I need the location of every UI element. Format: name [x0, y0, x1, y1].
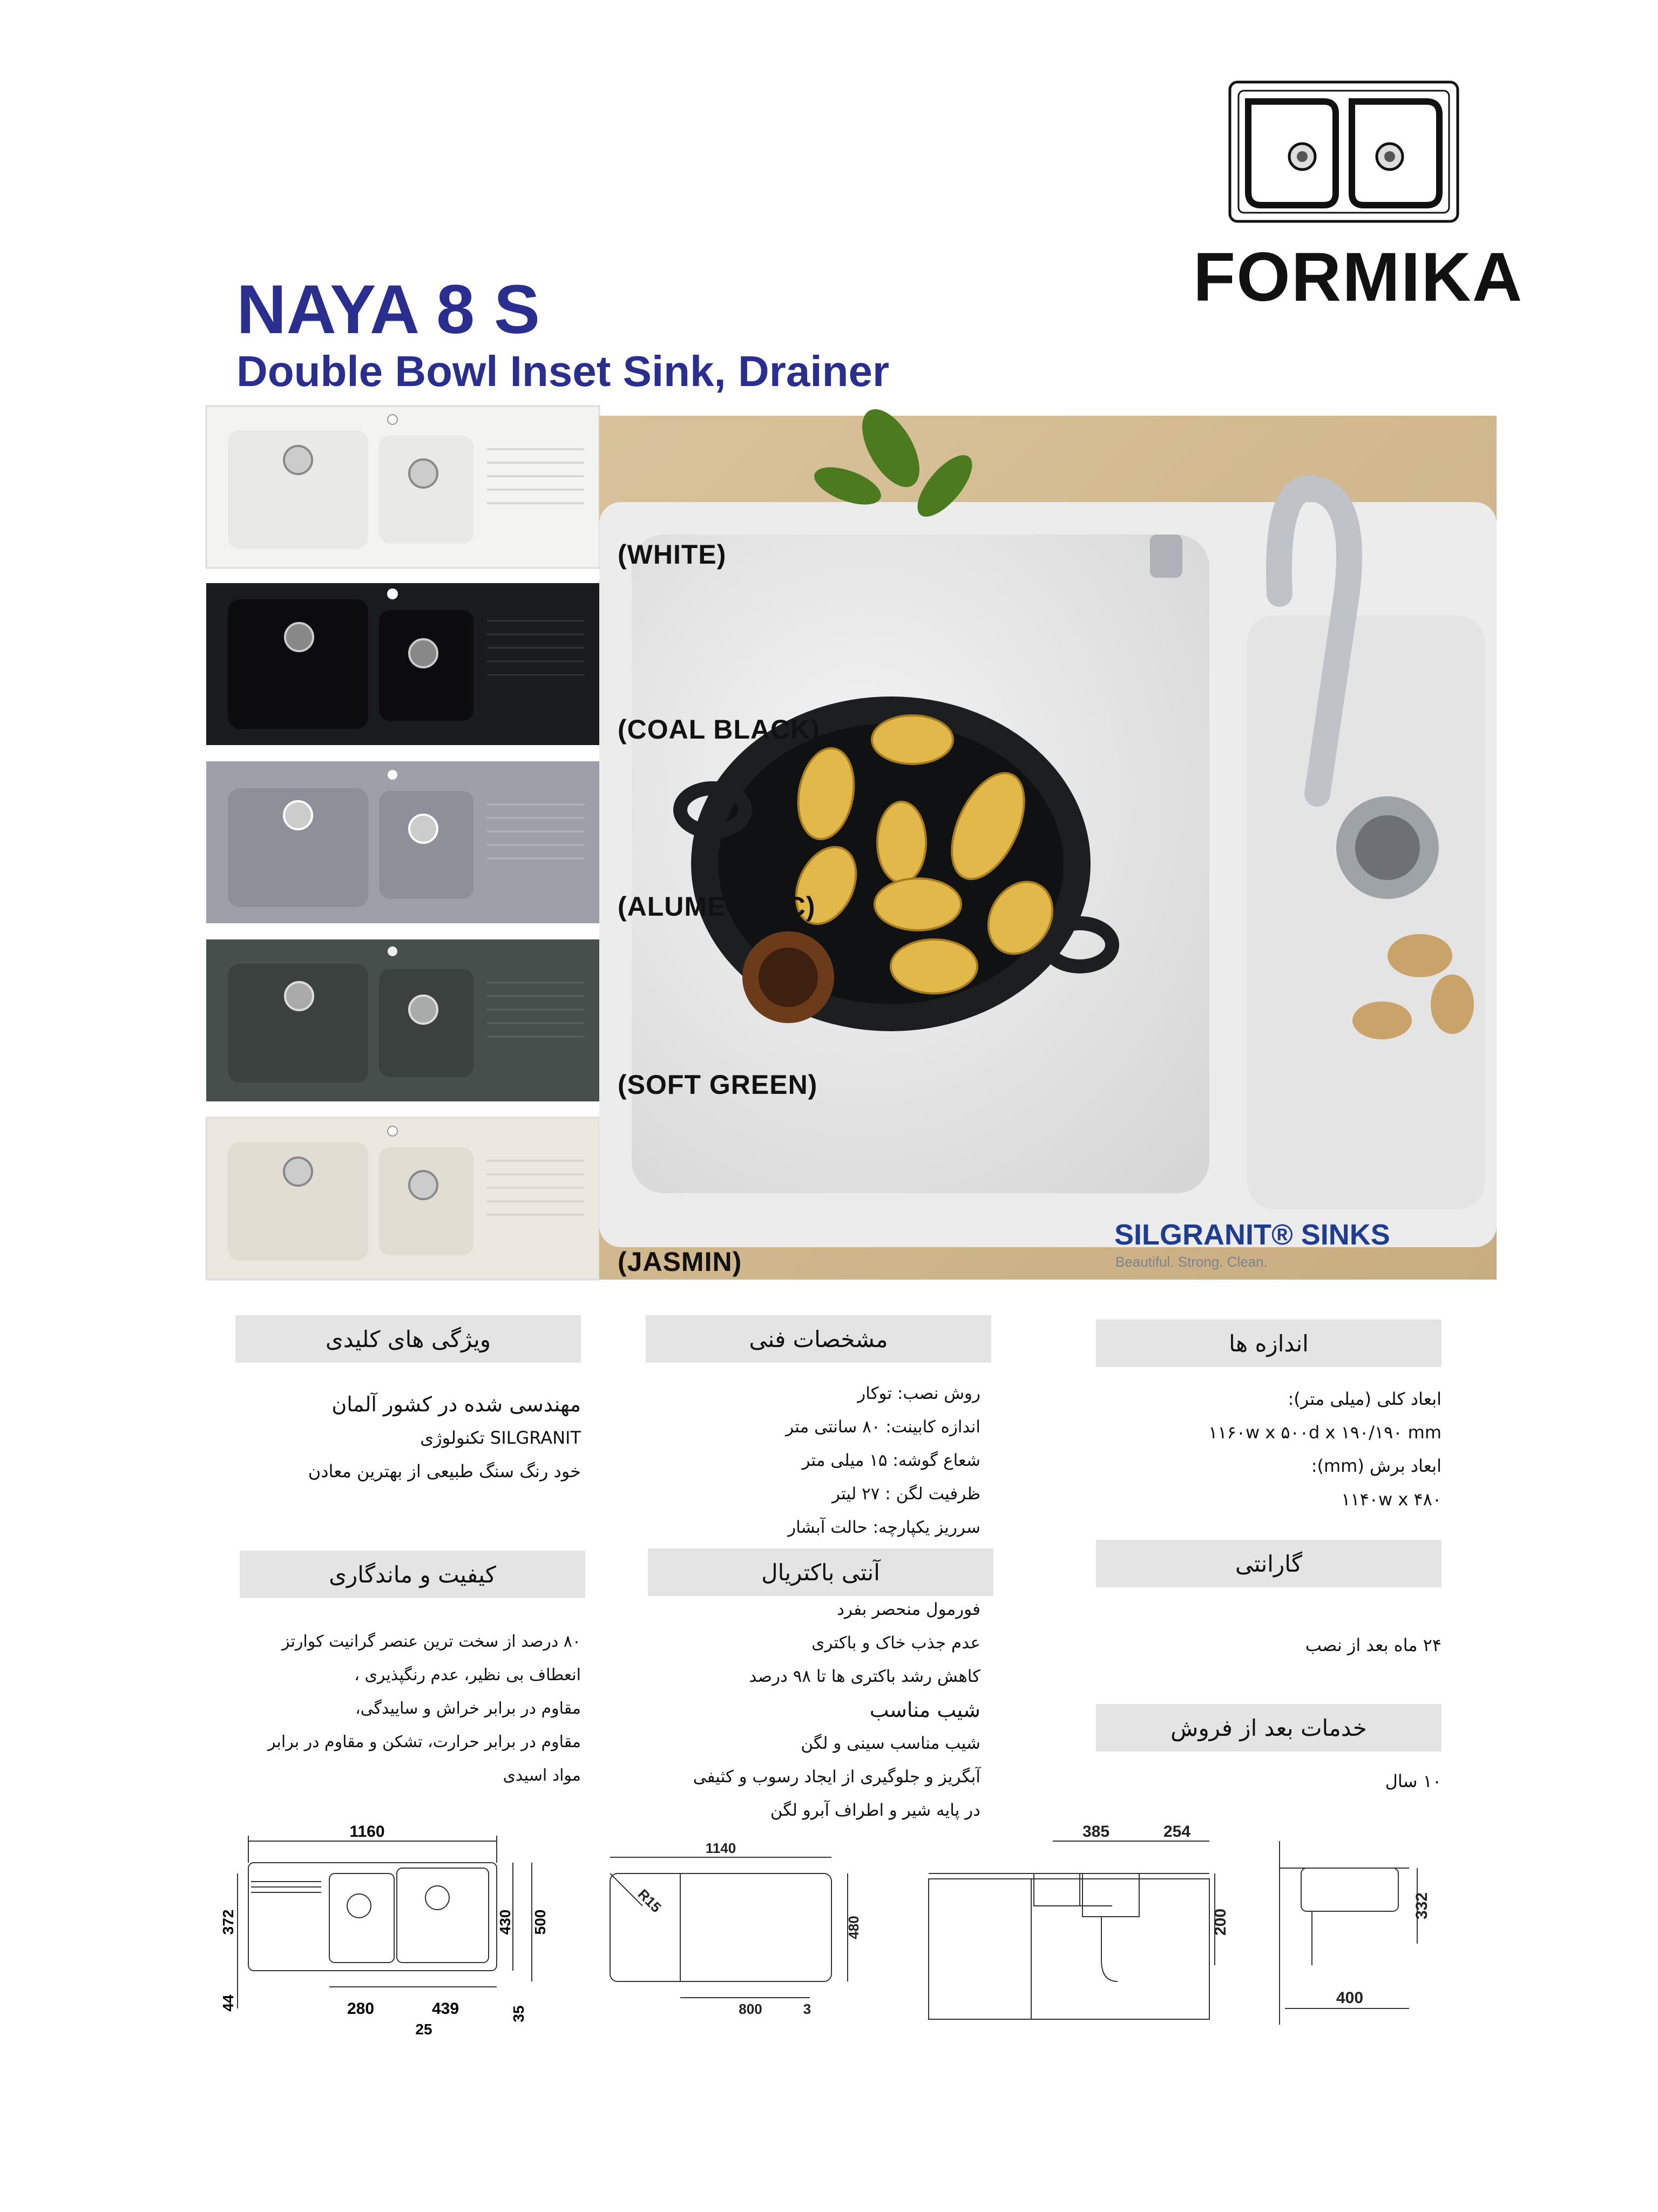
swatch-alumetalic	[206, 761, 599, 923]
dim-label: 25	[415, 2021, 432, 2038]
list-item: در پایه شیر و اطراف آبرو لگن	[770, 1801, 980, 1820]
model-subtitle: Double Bowl Inset Sink, Drainer	[236, 347, 890, 395]
formika-logo	[1228, 80, 1460, 224]
color-label-jasmin: (JASMIN)	[618, 1247, 742, 1277]
list-item: SILGRANIT تکنولوژی	[420, 1428, 581, 1448]
list-item: اندازه کابینت: ۸۰ سانتی متر	[786, 1417, 980, 1437]
dim-label: 332	[1413, 1892, 1431, 1920]
list-item: ۱۱۶۰w x ۵۰۰d x ۱۹۰/۱۹۰ mm	[1208, 1422, 1442, 1443]
swatch-jasmin	[206, 1118, 599, 1280]
drawing-top-view	[220, 1823, 551, 2038]
list-item: مواد اسیدی	[503, 1766, 581, 1785]
dim-label: 400	[1336, 1989, 1364, 2007]
list-item: ۸۰ درصد از سخت ترین عنصر گرانیت کوارتز	[282, 1632, 581, 1651]
list-item: سرریز یکپارچه: حالت آبشار	[788, 1518, 980, 1537]
dim-label: 430	[497, 1909, 513, 1935]
tech-specs-header: مشخصات فنی	[646, 1315, 991, 1363]
list-item: ابعاد کلی (میلی متر):	[1288, 1389, 1442, 1409]
dimensions-header: اندازه ها	[1096, 1320, 1442, 1367]
brand-name: FORMIKA	[1193, 239, 1524, 316]
swatch-soft-green	[206, 939, 599, 1101]
dim-label: 480	[845, 1916, 862, 1939]
list-item: انعطاف بی نظیر، عدم رنگپذیری ،	[354, 1666, 581, 1685]
model-title: NAYA 8 S	[236, 271, 540, 348]
list-item: روش نصب: توکار	[857, 1384, 980, 1403]
after-sales-header: خدمات بعد از فروش	[1096, 1704, 1442, 1751]
swatch-white	[206, 406, 599, 568]
list-item: فورمول منحصر بفرد	[837, 1600, 980, 1619]
dim-label: 372	[220, 1909, 236, 1935]
list-item: مقاوم در برابر خراش و ساییدگی،	[355, 1699, 581, 1718]
dim-label: 1160	[349, 1823, 385, 1841]
color-label-coal-black: (COAL BLACK)	[618, 714, 820, 745]
drawing-front	[923, 1825, 1231, 2025]
silgranit-tagline: Beautiful. Strong. Clean.	[1115, 1254, 1268, 1270]
quality-header: کیفیت و ماندگاری	[240, 1551, 585, 1598]
silgranit-brand: SILGRANIT® SINKS	[1114, 1219, 1390, 1251]
warranty-header: گارانتی	[1096, 1540, 1442, 1587]
list-item: ظرفیت لگن : ۲۷ لیتر	[832, 1484, 980, 1504]
dim-label: 1140	[705, 1840, 736, 1856]
dim-label: 385	[1082, 1823, 1110, 1841]
key-features-list	[235, 1388, 581, 1488]
swatch-coal-black	[206, 583, 599, 745]
warranty-text: ۲۴ ماه بعد از نصب	[1305, 1635, 1442, 1655]
tech-specs-list	[646, 1377, 980, 1544]
drawing-side	[1269, 1836, 1431, 2030]
dim-label: 44	[220, 1994, 236, 2012]
dim-label: 500	[532, 1909, 549, 1935]
antibacterial-header: آنتی باکتریال	[648, 1548, 993, 1596]
dimensions-list	[1096, 1382, 1442, 1516]
list-item: مهندسی شده در کشور آلمان	[331, 1392, 581, 1416]
list-item: شعاع گوشه: ۱۵ میلی متر	[802, 1451, 980, 1470]
list-item: کاهش رشد باکتری ها تا ۹۸ درصد	[749, 1667, 980, 1686]
dim-label: 200	[1212, 1908, 1229, 1936]
dim-label: 439	[431, 2000, 459, 2018]
after-sales-text: ۱۰ سال	[1385, 1771, 1442, 1791]
list-item: شیب مناسب سینی و لگن	[801, 1734, 980, 1753]
dim-label: 280	[347, 2000, 375, 2018]
color-label-alumetalic: (ALUMETALIC)	[618, 891, 816, 922]
dim-label: 35	[510, 2005, 527, 2022]
dim-label: 254	[1163, 1823, 1191, 1841]
dim-label: R15	[634, 1886, 665, 1916]
list-item: ابعاد برش (mm):	[1311, 1456, 1442, 1476]
dim-label: 3	[803, 2001, 811, 2017]
quality-list	[235, 1625, 581, 1792]
antibacterial-list	[646, 1593, 980, 1827]
dim-label: 800	[739, 2001, 762, 2017]
list-item: مقاوم در برابر حرارت، تشکن و مقاوم در برابر	[267, 1733, 581, 1751]
slope-title: شیب مناسب	[869, 1698, 980, 1722]
hero-photo	[599, 416, 1497, 1280]
list-item: خود رنگ سنگ طبیعی از بهترین معادن	[308, 1461, 581, 1482]
list-item: آبگریز و جلوگیری از ایجاد رسوب و کثیفی	[693, 1767, 980, 1787]
key-features-header: ویژگی های کلیدی	[235, 1315, 581, 1363]
list-item: عدم جذب خاک و باکتری	[811, 1633, 980, 1653]
list-item: ۱۱۴۰w x ۴۸۰	[1341, 1489, 1442, 1510]
color-label-soft-green: (SOFT GREEN)	[618, 1070, 818, 1100]
drawing-cutout	[599, 1836, 869, 2025]
color-label-white: (WHITE)	[618, 539, 727, 570]
